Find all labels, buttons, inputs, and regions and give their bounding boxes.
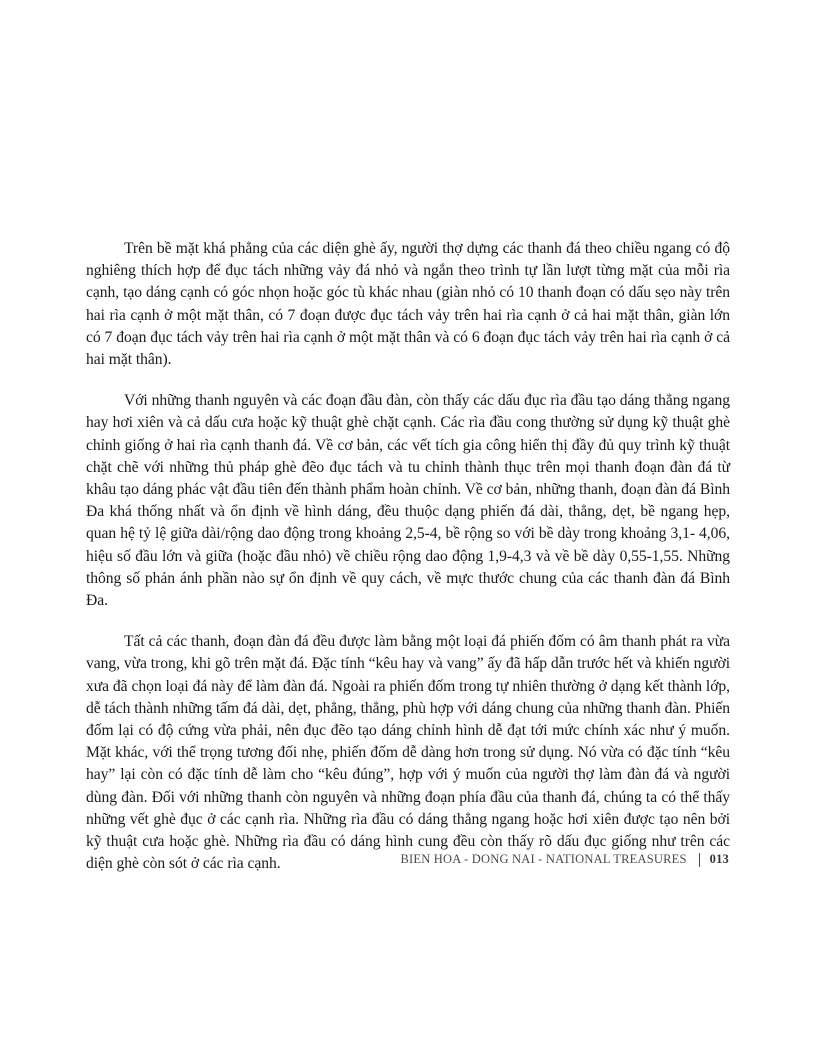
body-text xyxy=(86,238,730,894)
page-footer xyxy=(401,852,729,867)
paragraph-1: Trên bề mặt khá phẳng của các diện ghè ấy, người thợ dựng các thanh đá theo chiều ngang có độ nghiêng thích hợp để đục tách những vảy đá nhỏ và ngắn theo trình tự lần lượt từng mặt của mỗi rìa cạnh, tạo dáng cạnh có góc nhọn hoặc góc tù khác nhau (giàn nhỏ có 10 thanh đoạn có dấu sẹo này trên hai rìa cạnh ở một mặt thân, có 7 đoạn được đục tách vảy trên hai rìa cạnh ở cả hai mặt thân, giàn lớn có 7 đoạn đục tách vảy trên hai rìa cạnh ở một mặt thân và có 6 đoạn đục tách vảy trên hai rìa cạnh ở cả hai mặt thân). xyxy=(86,240,730,369)
paragraph-2: Với những thanh nguyên và các đoạn đầu đàn, còn thấy các dấu đục rìa đầu tạo dáng thẳng ngang hay hơi xiên và cả dấu cưa hoặc kỹ thuật ghè chặt cạnh. Các rìa đầu cong thường sử dụng kỹ thuật ghè chỉnh giống ở hai rìa cạnh thanh đá. Về cơ bản, các vết tích gia công hiển thị đầy đủ quy trình kỹ thuật chặt chẽ với những thủ pháp ghè đẽo đục tách và tu chỉnh thành thục trên mọi thanh đoạn đàn đá từ khâu tạo dáng phác vật đầu tiên đến thành phẩm hoàn chỉnh. Về cơ bản, những thanh, đoạn đàn đá Bình Đa khá thống nhất và ổn định về hình dáng, đều thuộc dạng phiến đá dài, thẳng, dẹt, bề ngang hẹp, quan hệ tỷ lệ giữa dài/rộng dao động trong khoảng 2,5-4, bề rộng so với bề dày trong khoảng 3,1- 4,06, hiệu số đầu lớn và giữa (hoặc đầu nhỏ) về chiều rộng dao động 1,9-4,3 và về bề dày 0,55-1,55. Những thông số phản ánh phần nào sự ổn định về quy cách, về mực thước chung của các thanh đàn đá Bình Đa. xyxy=(86,392,730,610)
paragraph-3: Tất cả các thanh, đoạn đàn đá đều được làm bằng một loại đá phiến đốm có âm thanh phát ra vừa vang, vừa trong, khi gõ trên mặt đá. Đặc tính “kêu hay và vang” ấy đã hấp dẫn trước hết và khiến người xưa đã chọn loại đá này để làm đàn đá. Ngoài ra phiến đốm trong tự nhiên thường ở dạng kết thành lớp, dễ tách thành những tấm đá dài, dẹt, phẳng, thẳng, phù hợp với dáng chung của những thanh đàn. Phiến đốm lại có độ cứng vừa phải, nên đục đẽo tạo dáng chỉnh hình dễ đạt tới mức chính xác như ý muốn. Mặt khác, với thể trọng tương đối nhẹ, phiến đốm dễ dàng hơn trong sử dụng. Nó vừa có đặc tính “kêu hay” lại còn có đặc tính dễ làm cho “kêu đúng”, hợp với ý muốn của người thợ làm đàn đá và người dùng đàn. Đối với những thanh còn nguyên và những đoạn phía đầu của thanh đá, chúng ta có thể thấy những vết ghè đục ở các cạnh rìa. Những rìa đầu có dáng thẳng ngang hoặc hơi xiên được tạo nên bởi kỹ thuật cưa hoặc ghè. Những rìa đầu có dáng hình cung đều còn thấy rõ dấu đục giống như trên các diện ghè còn sót ở các rìa cạnh. xyxy=(86,633,730,873)
page-number: 013 xyxy=(709,852,729,866)
footer-title: BIEN HOA - DONG NAI - NATIONAL TREASURES xyxy=(400,852,687,866)
footer-divider xyxy=(699,853,700,867)
